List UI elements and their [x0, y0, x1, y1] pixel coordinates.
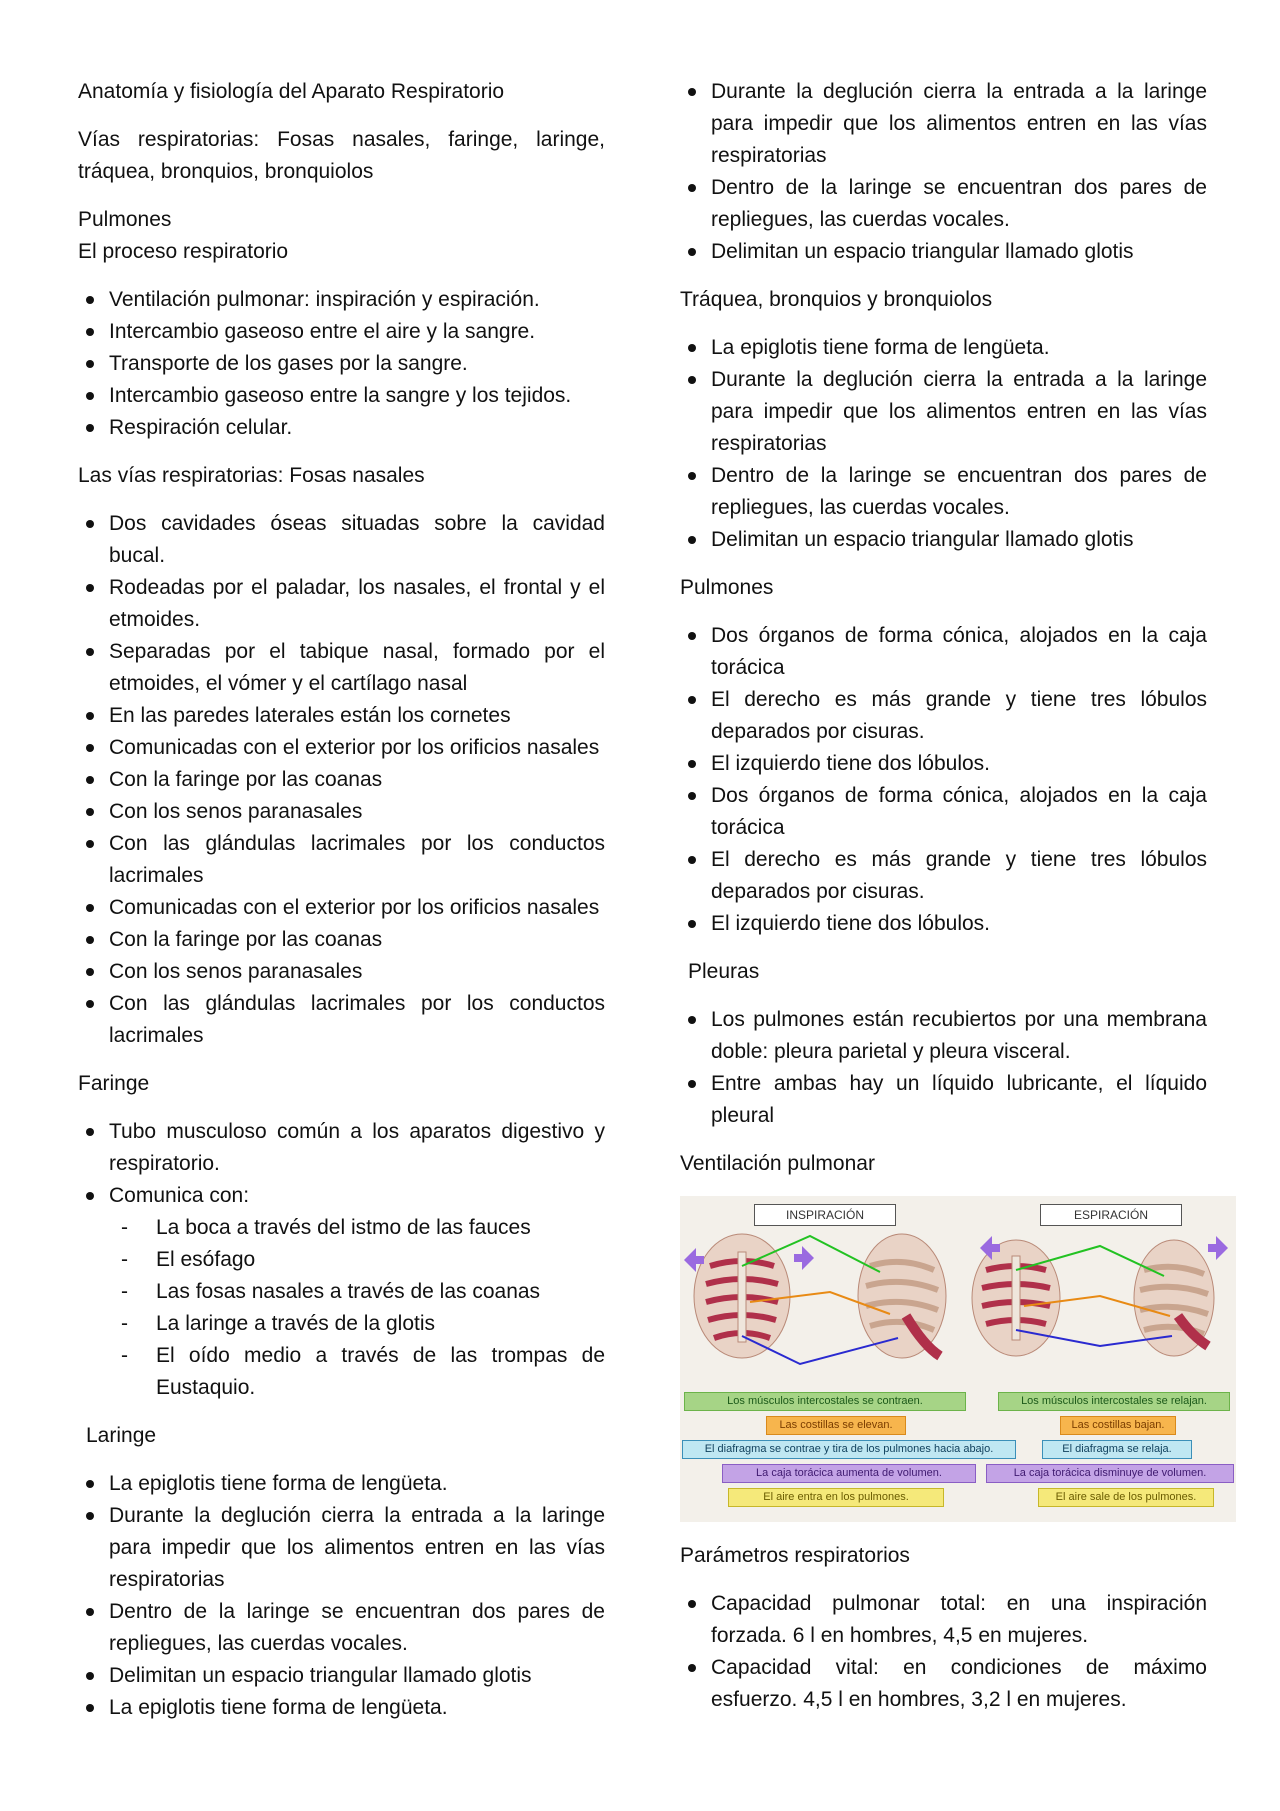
- faringe-list: [78, 1116, 605, 1404]
- espiracion-header: ESPIRACIÓN: [1040, 1204, 1182, 1226]
- list-item: Durante la deglución cierra la entrada a la laringe para impedir que los alimentos entren en las vías respiratorias: [680, 76, 1207, 172]
- esp-ribcage-front: [972, 1240, 1060, 1356]
- inspiracion-header: INSPIRACIÓN: [754, 1204, 896, 1226]
- list-item: Dentro de la laringe se encuentran dos pares de repliegues, las cuerdas vocales.: [78, 1596, 605, 1660]
- pulmones-list: [680, 620, 1207, 940]
- comunica-label: Comunica con:: [109, 1184, 250, 1207]
- list-item: Con los senos paranasales: [78, 796, 605, 828]
- list-item: El derecho es más grande y tiene tres lóbulos deparados por cisuras.: [680, 684, 1207, 748]
- insp-label-diafragma: El diafragma se contrae y tira de los pulmones hacia abajo.: [682, 1440, 1016, 1459]
- faringe-title: Faringe: [78, 1072, 150, 1095]
- laringe-title: Laringe: [86, 1424, 157, 1447]
- list-item: Con las glándulas lacrimales por los conductos lacrimales: [78, 988, 605, 1052]
- list-item: Dentro de la laringe se encuentran dos pares de repliegues, las cuerdas vocales.: [680, 172, 1207, 236]
- list-item: Comunicadas con el exterior por los orificios nasales: [78, 892, 605, 924]
- pulmones-label: Pulmones: [78, 208, 172, 231]
- ventilacion-title: Ventilación pulmonar: [680, 1152, 875, 1175]
- sub-item: - Las fosas nasales a través de las coanas: [109, 1276, 605, 1308]
- esp-label-aire: El aire sale de los pulmones.: [1038, 1488, 1214, 1507]
- list-item: Dos órganos de forma cónica, alojados en la caja torácica: [680, 620, 1207, 684]
- list-item: Comunicadas con el exterior por los orificios nasales: [78, 732, 605, 764]
- list-item: Los pulmones están recubiertos por una membrana doble: pleura parietal y pleura visceral.: [680, 1004, 1207, 1068]
- list-item: Intercambio gaseoso entre el aire y la sangre.: [78, 316, 605, 348]
- esp-ribcage-side: [1134, 1240, 1214, 1356]
- insp-label-costillas: Las costillas se elevan.: [766, 1416, 906, 1435]
- esp-label-intercostales: Los músculos intercostales se relajan.: [998, 1392, 1230, 1411]
- right-column: [680, 76, 1207, 1732]
- pleuras-list: [680, 1004, 1207, 1132]
- insp-ribcage-side: [858, 1234, 946, 1358]
- insp-label-aire: El aire entra en los pulmones.: [728, 1488, 944, 1507]
- document-title: Anatomía y fisiología del Aparato Respiratorio: [78, 80, 505, 103]
- list-item: El izquierdo tiene dos lóbulos.: [680, 748, 1207, 780]
- traquea-list: [680, 332, 1207, 556]
- list-item: Dos cavidades óseas situadas sobre la cavidad bucal.: [78, 508, 605, 572]
- list-item: Con las glándulas lacrimales por los conductos lacrimales: [78, 828, 605, 892]
- list-item: Respiración celular.: [78, 412, 605, 444]
- list-item: En las paredes laterales están los cornetes: [78, 700, 605, 732]
- list-item: Rodeadas por el paladar, los nasales, el frontal y el etmoides.: [78, 572, 605, 636]
- laringe-list: [78, 1468, 605, 1724]
- esp-label-diafragma: El diafragma se relaja.: [1042, 1440, 1192, 1459]
- list-item: Dentro de la laringe se encuentran dos pares de repliegues, las cuerdas vocales.: [680, 460, 1207, 524]
- pulmones-proceso-heading: [78, 204, 605, 268]
- list-item: [78, 1180, 605, 1404]
- parametros-list: [680, 1588, 1207, 1716]
- list-item: Con la faringe por las coanas: [78, 924, 605, 956]
- esp-label-caja: La caja torácica disminuye de volumen.: [986, 1464, 1234, 1483]
- list-item: Con los senos paranasales: [78, 956, 605, 988]
- pleuras-title: Pleuras: [688, 960, 760, 983]
- sub-item: - El esófago: [109, 1244, 605, 1276]
- list-item: Capacidad pulmonar total: en una inspiración forzada. 6 l en hombres, 4,5 en mujeres.: [680, 1588, 1207, 1652]
- sub-item: - La laringe a través de la glotis: [109, 1308, 605, 1340]
- list-item: Capacidad vital: en condiciones de máximo esfuerzo. 4,5 l en hombres, 3,2 l en mujeres.: [680, 1652, 1207, 1716]
- vias-intro: Vías respiratorias: Fosas nasales, faringe, laringe, tráquea, bronquios, bronquiolos: [78, 128, 605, 183]
- faringe-sublist: [109, 1212, 605, 1404]
- list-item: Tubo musculoso común a los aparatos digestivo y respiratorio.: [78, 1116, 605, 1180]
- list-item: Ventilación pulmonar: inspiración y espiración.: [78, 284, 605, 316]
- esp-label-costillas: Las costillas bajan.: [1060, 1416, 1176, 1435]
- list-item: Durante la deglución cierra la entrada a la laringe para impedir que los alimentos entren en las vías respiratorias: [78, 1500, 605, 1596]
- insp-ribcage-front: [694, 1234, 790, 1358]
- pulmones-title: Pulmones: [680, 576, 774, 599]
- list-item: Intercambio gaseoso entre la sangre y los tejidos.: [78, 380, 605, 412]
- traquea-title: Tráquea, bronquios y bronquiolos: [680, 288, 993, 311]
- laringe-continued-list: [680, 76, 1207, 268]
- list-item: El derecho es más grande y tiene tres lóbulos deparados por cisuras.: [680, 844, 1207, 908]
- insp-label-caja: La caja torácica aumenta de volumen.: [722, 1464, 976, 1483]
- sub-item: - El oído medio a través de las trompas de Eustaquio.: [109, 1340, 605, 1404]
- list-item: Entre ambas hay un líquido lubricante, el líquido pleural: [680, 1068, 1207, 1132]
- fosas-title: Las vías respiratorias: Fosas nasales: [78, 464, 425, 487]
- list-item: Delimitan un espacio triangular llamado glotis: [680, 524, 1207, 556]
- list-item: Transporte de los gases por la sangre.: [78, 348, 605, 380]
- list-item: Dos órganos de forma cónica, alojados en la caja torácica: [680, 780, 1207, 844]
- list-item: La epiglotis tiene forma de lengüeta.: [680, 332, 1207, 364]
- parametros-title: Parámetros respiratorios: [680, 1544, 910, 1567]
- sub-item: - La boca a través del istmo de las fauces: [109, 1212, 605, 1244]
- list-item: La epiglotis tiene forma de lengüeta.: [78, 1692, 605, 1724]
- list-item: La epiglotis tiene forma de lengüeta.: [78, 1468, 605, 1500]
- list-item: Delimitan un espacio triangular llamado glotis: [680, 236, 1207, 268]
- left-column: [78, 76, 605, 1740]
- list-item: Separadas por el tabique nasal, formado por el etmoides, el vómer y el cartílago nasal: [78, 636, 605, 700]
- list-item: Durante la deglución cierra la entrada a la laringe para impedir que los alimentos entren en las vías respiratorias: [680, 364, 1207, 460]
- arrow-icon: [794, 1246, 814, 1270]
- arrow-icon: [1208, 1236, 1228, 1260]
- ventilation-figure: [680, 1196, 1236, 1522]
- list-item: El izquierdo tiene dos lóbulos.: [680, 908, 1207, 940]
- list-item: Delimitan un espacio triangular llamado glotis: [78, 1660, 605, 1692]
- proceso-title: El proceso respiratorio: [78, 240, 289, 263]
- list-item: Con la faringe por las coanas: [78, 764, 605, 796]
- fosas-list: [78, 508, 605, 1052]
- insp-label-intercostales: Los músculos intercostales se contraen.: [684, 1392, 966, 1411]
- proceso-list: [78, 284, 605, 444]
